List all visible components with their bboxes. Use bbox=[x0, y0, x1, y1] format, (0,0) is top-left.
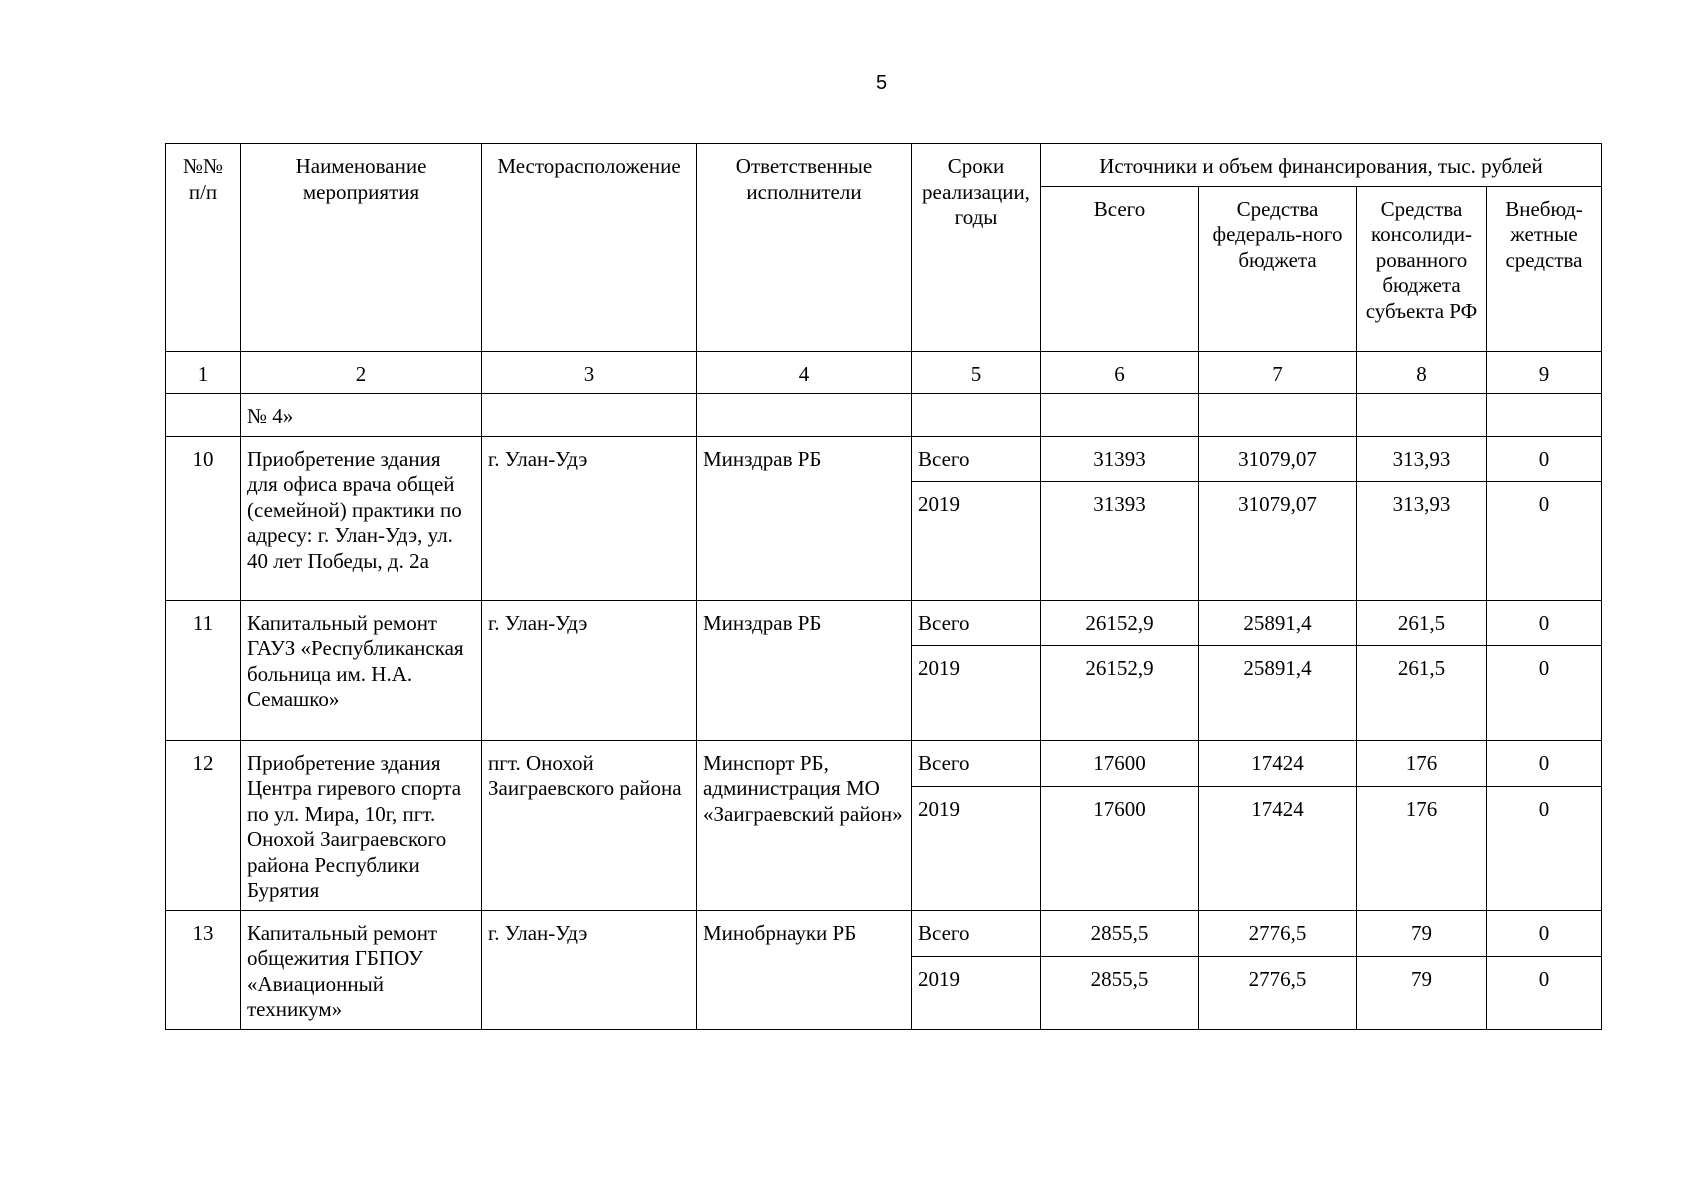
row-period: 2019 bbox=[912, 956, 1041, 1029]
row-period: Всего bbox=[912, 740, 1041, 787]
header-funding: Источники и объем финансирования, тыс. рублей bbox=[1041, 144, 1602, 187]
col-index: 7 bbox=[1199, 351, 1357, 394]
row-federal: 2776,5 bbox=[1199, 910, 1357, 956]
row-total: 26152,9 bbox=[1041, 645, 1199, 740]
row-total: 31393 bbox=[1041, 436, 1199, 481]
row-federal: 17424 bbox=[1199, 740, 1357, 787]
row-responsible: Минздрав РБ bbox=[697, 436, 912, 600]
row-offbudget: 0 bbox=[1487, 956, 1602, 1029]
row-federal: 2776,5 bbox=[1199, 956, 1357, 1029]
row-consolidated: 176 bbox=[1357, 740, 1487, 787]
page-number: 5 bbox=[875, 72, 888, 94]
row-federal: 25891,4 bbox=[1199, 645, 1357, 740]
row-num: 11 bbox=[166, 600, 241, 740]
header-num: №№ п/п bbox=[166, 144, 241, 352]
table-row bbox=[166, 600, 1602, 645]
row-period: 2019 bbox=[912, 481, 1041, 600]
row-responsible: Минобрнауки РБ bbox=[697, 910, 912, 1029]
row-location: г. Улан-Удэ bbox=[482, 600, 697, 740]
row-consolidated: 313,93 bbox=[1357, 436, 1487, 481]
row-offbudget: 0 bbox=[1487, 436, 1602, 481]
row-name: Приобретение здания Центра гиревого спорта по ул. Мира, 10г, пгт. Онохой Заиграевского района Республики Бурятия bbox=[241, 740, 482, 910]
row-name: Приобретение здания для офиса врача общей (семейной) практики по адресу: г. Улан-Удэ, ул. 40 лет Победы, д. 2а bbox=[241, 436, 482, 600]
row-period: 2019 bbox=[912, 787, 1041, 910]
row-total: 2855,5 bbox=[1041, 956, 1199, 1029]
row-consolidated: 79 bbox=[1357, 910, 1487, 956]
continuation-row bbox=[166, 394, 1602, 437]
continuation-text: № 4» bbox=[241, 394, 482, 437]
col-index: 8 bbox=[1357, 351, 1487, 394]
row-offbudget: 0 bbox=[1487, 481, 1602, 600]
row-total: 31393 bbox=[1041, 481, 1199, 600]
row-location: г. Улан-Удэ bbox=[482, 436, 697, 600]
row-federal: 17424 bbox=[1199, 787, 1357, 910]
header-location: Месторасположение bbox=[482, 144, 697, 352]
column-index-row bbox=[166, 351, 1602, 394]
row-name: Капитальный ремонт ГАУЗ «Республиканская больница им. Н.А. Семашко» bbox=[241, 600, 482, 740]
row-location: г. Улан-Удэ bbox=[482, 910, 697, 1029]
row-total: 17600 bbox=[1041, 740, 1199, 787]
row-offbudget: 0 bbox=[1487, 910, 1602, 956]
row-offbudget: 0 bbox=[1487, 740, 1602, 787]
row-federal: 31079,07 bbox=[1199, 436, 1357, 481]
header-consolidated: Средства консолиди-рованного бюджета субъекта РФ bbox=[1357, 186, 1487, 351]
col-index: 2 bbox=[241, 351, 482, 394]
row-offbudget: 0 bbox=[1487, 645, 1602, 740]
row-period: Всего bbox=[912, 600, 1041, 645]
row-responsible: Минспорт РБ, администрация МО «Заиграевский район» bbox=[697, 740, 912, 910]
row-consolidated: 261,5 bbox=[1357, 645, 1487, 740]
row-period: Всего bbox=[912, 436, 1041, 481]
table-row bbox=[166, 740, 1602, 787]
row-consolidated: 176 bbox=[1357, 787, 1487, 910]
header-total: Всего bbox=[1041, 186, 1199, 351]
row-period: 2019 bbox=[912, 645, 1041, 740]
header-row bbox=[166, 144, 1602, 187]
row-name: Капитальный ремонт общежития ГБПОУ «Авиационный техникум» bbox=[241, 910, 482, 1029]
row-num: 12 bbox=[166, 740, 241, 910]
row-consolidated: 79 bbox=[1357, 956, 1487, 1029]
row-consolidated: 261,5 bbox=[1357, 600, 1487, 645]
col-index: 6 bbox=[1041, 351, 1199, 394]
table-row bbox=[166, 436, 1602, 481]
row-consolidated: 313,93 bbox=[1357, 481, 1487, 600]
row-offbudget: 0 bbox=[1487, 600, 1602, 645]
row-federal: 31079,07 bbox=[1199, 481, 1357, 600]
row-num: 13 bbox=[166, 910, 241, 1029]
row-total: 26152,9 bbox=[1041, 600, 1199, 645]
col-index: 4 bbox=[697, 351, 912, 394]
row-offbudget: 0 bbox=[1487, 787, 1602, 910]
table-row bbox=[166, 910, 1602, 956]
row-federal: 25891,4 bbox=[1199, 600, 1357, 645]
header-responsible: Ответственные исполнители bbox=[697, 144, 912, 352]
header-name: Наименование мероприятия bbox=[241, 144, 482, 352]
row-total: 17600 bbox=[1041, 787, 1199, 910]
header-federal: Средства федераль-ного бюджета bbox=[1199, 186, 1357, 351]
row-total: 2855,5 bbox=[1041, 910, 1199, 956]
header-offbudget: Внебюд-жетные средства bbox=[1487, 186, 1602, 351]
header-period: Сроки реализации, годы bbox=[912, 144, 1041, 352]
row-responsible: Минздрав РБ bbox=[697, 600, 912, 740]
row-period: Всего bbox=[912, 910, 1041, 956]
col-index: 5 bbox=[912, 351, 1041, 394]
col-index: 9 bbox=[1487, 351, 1602, 394]
row-num: 10 bbox=[166, 436, 241, 600]
col-index: 1 bbox=[166, 351, 241, 394]
funding-table bbox=[165, 143, 1602, 1030]
row-location: пгт. Онохой Заиграевского района bbox=[482, 740, 697, 910]
col-index: 3 bbox=[482, 351, 697, 394]
